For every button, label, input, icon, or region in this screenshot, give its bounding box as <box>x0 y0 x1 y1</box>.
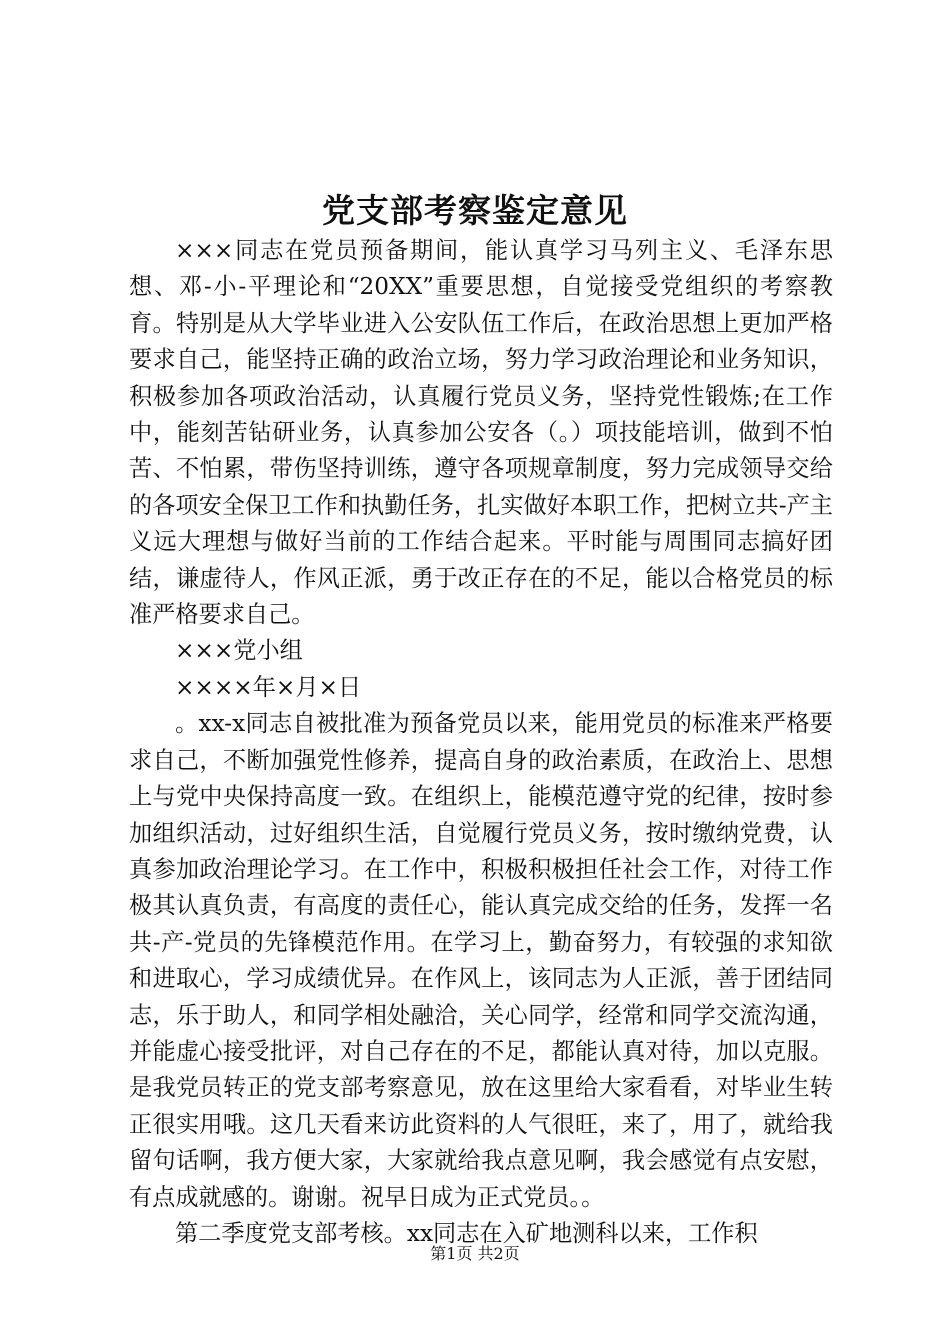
page-number-footer: 第1页 共2页 <box>430 1244 520 1263</box>
paragraph-evaluation: ×××同志在党员预备期间，能认真学习马列主义、毛泽东思想、邓-小-平理论和“20XX”重要思想，自觉接受党组织的考察教育。特别是从大学毕业进入公安队伍工作后，在政治思想上更加严格要求自己，能坚持正确的政治立场，努力学习政治理论和业务知识，积极参加各项政治活动，认真履行党员义务，坚持党性锻炼;在工作中，能刻苦钻研业务，认真参加公安各（。）项技能培训，做到不怕苦、不怕累，带伤坚持训练，遵守各项规章制度，努力完成领导交给的各项安全保卫工作和执勤任务，扎实做好本职工作，把树立共-产主义远大理想与做好当前的工作结合起来。平时能与周围同志搞好团结，谦虚待人，作风正派，勇于改正存在的不足，能以合格党员的标准严格要求自己。 <box>129 237 833 629</box>
paragraph-probation-review: 。xx-x同志自被批准为预备党员以来，能用党员的标准来严格要求自己，不断加强党性修养，提高自身的政治素质，在政治上、思想上与党中央保持高度一致。在组织上，能模范遵守党的纪律，按时参加组织活动，过好组织生活，自觉履行党员义务，按时缴纳党费，认真参加政治理论学习。在工作中，积极积极担任社会工作，对待工作极其认真负责，有高度的责任心，能认真完成交给的任务，发挥一名共-产-党员的先锋模范作用。在学习上，勤奋努力，有较强的求知欲和进取心，学习成绩优异。在作风上，该同志为人正派，善于团结同志，乐于助人，和同学相处融洽，关心同学，经常和同学交流沟通，并能虚心接受批评，对自己存在的不足，都能认真对待，加以克服。是我党员转正的党支部考察意见，放在这里给大家看看，对毕业生转正很实用哦。这几天看来访此资料的人气很旺，来了，用了，就给我留句话啊，我方便大家，大家就给我点意见啊，我会感觉有点安慰，有点成就感的。谢谢。祝早日成为正式党员。。 <box>129 710 833 1211</box>
document-body <box>129 233 833 1252</box>
paragraph-quarterly-review: 第二季度党支部考核。xx同志在入矿地测科以来，工作积 <box>175 1219 758 1247</box>
signature-party-group: ×××党小组 <box>175 637 303 665</box>
signature-date: ××××年×月×日 <box>175 673 362 701</box>
page-title: 党支部考察鉴定意见 <box>322 191 628 230</box>
